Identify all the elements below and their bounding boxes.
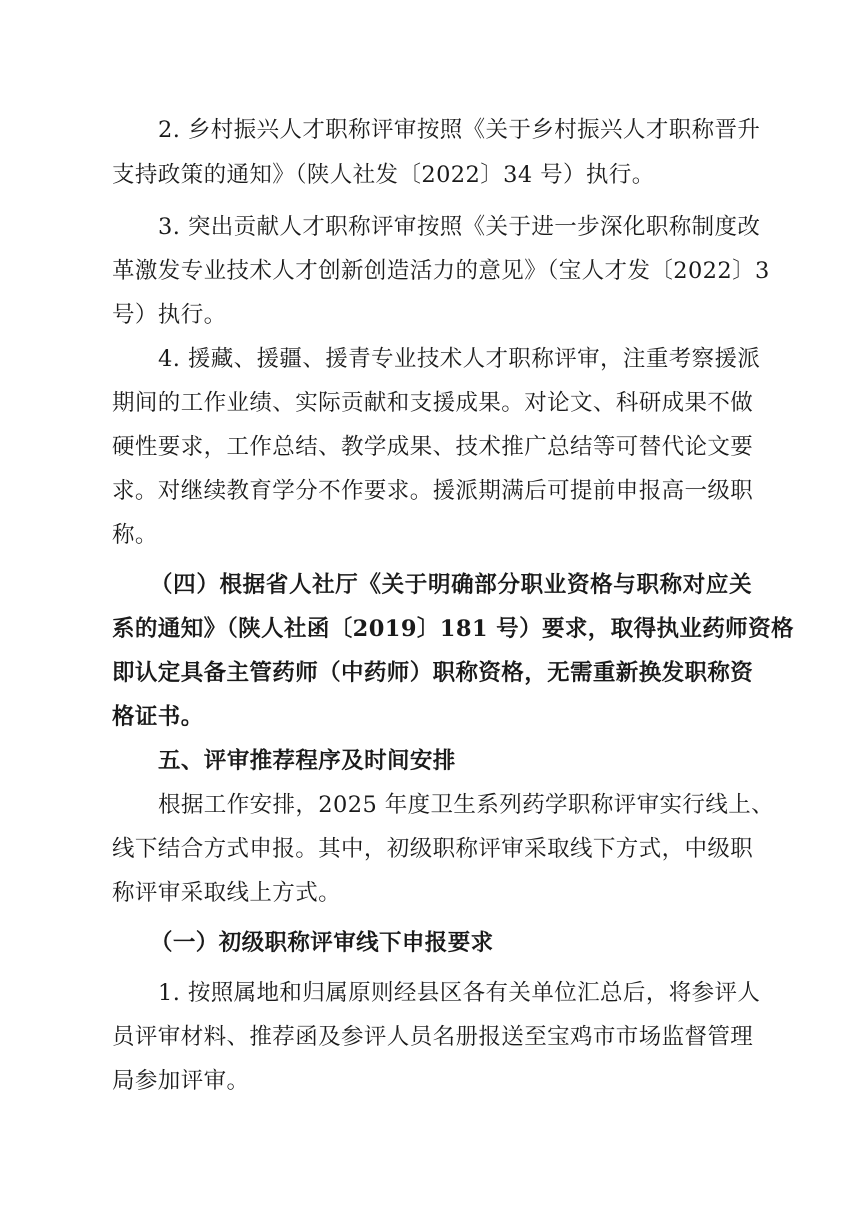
section-4-line-2: 系的通知》（陕人社函〔2019〕181 号）要求，取得执业药师资格	[112, 616, 794, 642]
subsection-1-heading: （一）初级职称评审线下申报要求	[150, 930, 494, 956]
section-5-para-line-3: 称评审采取线上方式。	[112, 880, 342, 906]
section-4-line-1: （四）根据省人社厅《关于明确部分职业资格与职称对应关	[150, 572, 752, 598]
section-5-para-line-1: 根据工作安排，2025 年度卫生系列药学职称评审实行线上、	[158, 792, 775, 818]
section-5-para-line-2: 线下结合方式申报。其中，初级职称评审采取线下方式，中级职	[112, 836, 754, 862]
paragraph-4-line-1: 4. 援藏、援疆、援青专业技术人才职称评审，注重考察援派	[158, 346, 761, 372]
paragraph-3-line-2: 革激发专业技术人才创新创造活力的意见》（宝人才发〔2022〕3	[112, 258, 770, 284]
subsection-1-item-1-line-1: 1. 按照属地和归属原则经县区各有关单位汇总后，将参评人	[158, 980, 761, 1006]
paragraph-4-line-4: 求。对继续教育学分不作要求。援派期满后可提前申报高一级职	[112, 478, 754, 504]
subsection-1-item-1-line-2: 员评审材料、推荐函及参评人员名册报送至宝鸡市市场监督管理	[112, 1024, 754, 1050]
paragraph-3-line-1: 3. 突出贡献人才职称评审按照《关于进一步深化职称制度改	[158, 214, 761, 240]
paragraph-4-line-3: 硬性要求，工作总结、教学成果、技术推广总结等可替代论文要	[112, 434, 754, 460]
paragraph-4-line-2: 期间的工作业绩、实际贡献和支援成果。对论文、科研成果不做	[112, 390, 754, 416]
paragraph-2-line-2: 支持政策的通知》（陕人社发〔2022〕34 号）执行。	[112, 162, 655, 188]
subsection-1-item-1-line-3: 局参加评审。	[112, 1068, 250, 1094]
section-5-heading: 五、评审推荐程序及时间安排	[158, 748, 456, 774]
section-4-line-3: 即认定具备主管药师（中药师）职称资格，无需重新换发职称资	[112, 660, 754, 686]
paragraph-4-line-5: 称。	[112, 522, 158, 548]
section-4-line-4: 格证书。	[112, 704, 204, 730]
paragraph-2-line-1: 2. 乡村振兴人才职称评审按照《关于乡村振兴人才职称晋升	[158, 117, 761, 143]
paragraph-3-line-3: 号）执行。	[112, 302, 227, 328]
